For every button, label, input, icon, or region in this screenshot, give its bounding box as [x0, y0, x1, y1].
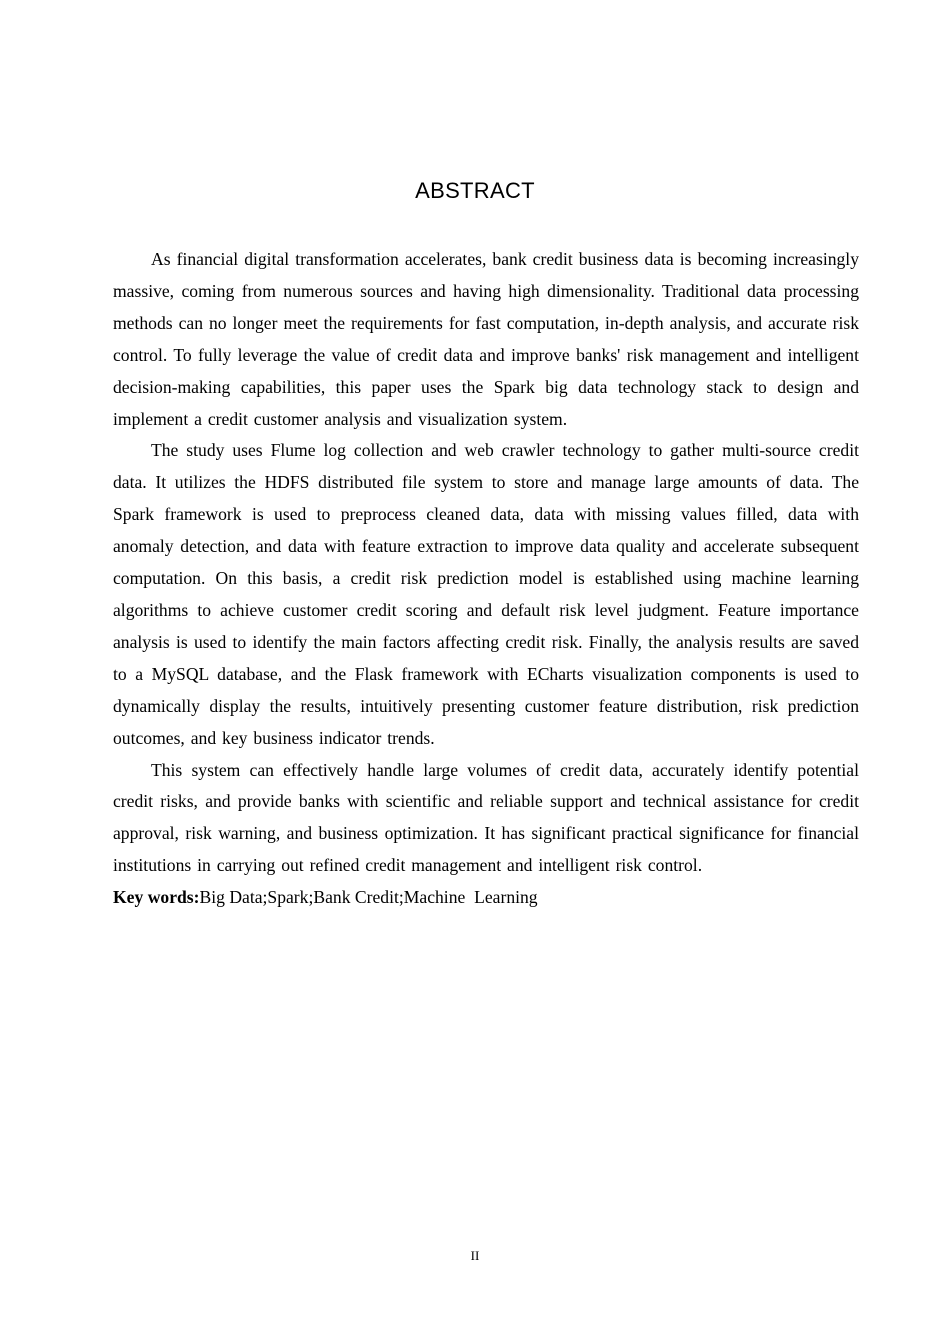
- abstract-paragraph-2: The study uses Flume log collection and web crawler technology to gather multi-source credit data. It utilizes the HDFS distributed file system to store and manage large amounts of data. The Spark framework is used to preprocess cleaned data, data with missing values filled, data with anomaly detection, and data with feature extraction to improve data quality and accelerate subsequent computation. On this basis, a credit risk prediction model is established using machine learning algorithms to achieve customer credit scoring and default risk level judgment. Feature importance analysis is used to identify the main factors affecting credit risk. Finally, the analysis results are saved to a MySQL database, and the Flask framework with ECharts visualization components is used to dynamically display the results, intuitively presenting customer feature distribution, risk prediction outcomes, and key business indicator trends.: [113, 440, 859, 748]
- abstract-body: [113, 244, 859, 914]
- abstract-paragraph-1: As financial digital transformation accelerates, bank credit business data is becoming increasingly massive, coming from numerous sources and having high dimensionality. Traditional data processing methods can no longer meet the requirements for fast computation, in-depth analysis, and accurate risk control. To fully leverage the value of credit data and improve banks' risk management and intelligent decision-making capabilities, this paper uses the Spark big data technology stack to design and implement a credit customer analysis and visualization system.: [113, 249, 859, 429]
- keywords-label: Key words:: [113, 887, 200, 908]
- keywords-line: [113, 882, 859, 914]
- abstract-paragraph-3: This system can effectively handle large volumes of credit data, accurately identify potential credit risks, and provide banks with scientific and reliable support and technical assistance for credit approval, risk warning, and business optimization. It has significant practical significance for financial institutions in carrying out refined credit management and intelligent risk control.: [113, 759, 859, 876]
- keywords-value: Big Data;Spark;Bank Credit;Machine Learning: [199, 887, 538, 908]
- abstract-title: ABSTRACT: [415, 178, 535, 203]
- page-number: II: [470, 1248, 480, 1263]
